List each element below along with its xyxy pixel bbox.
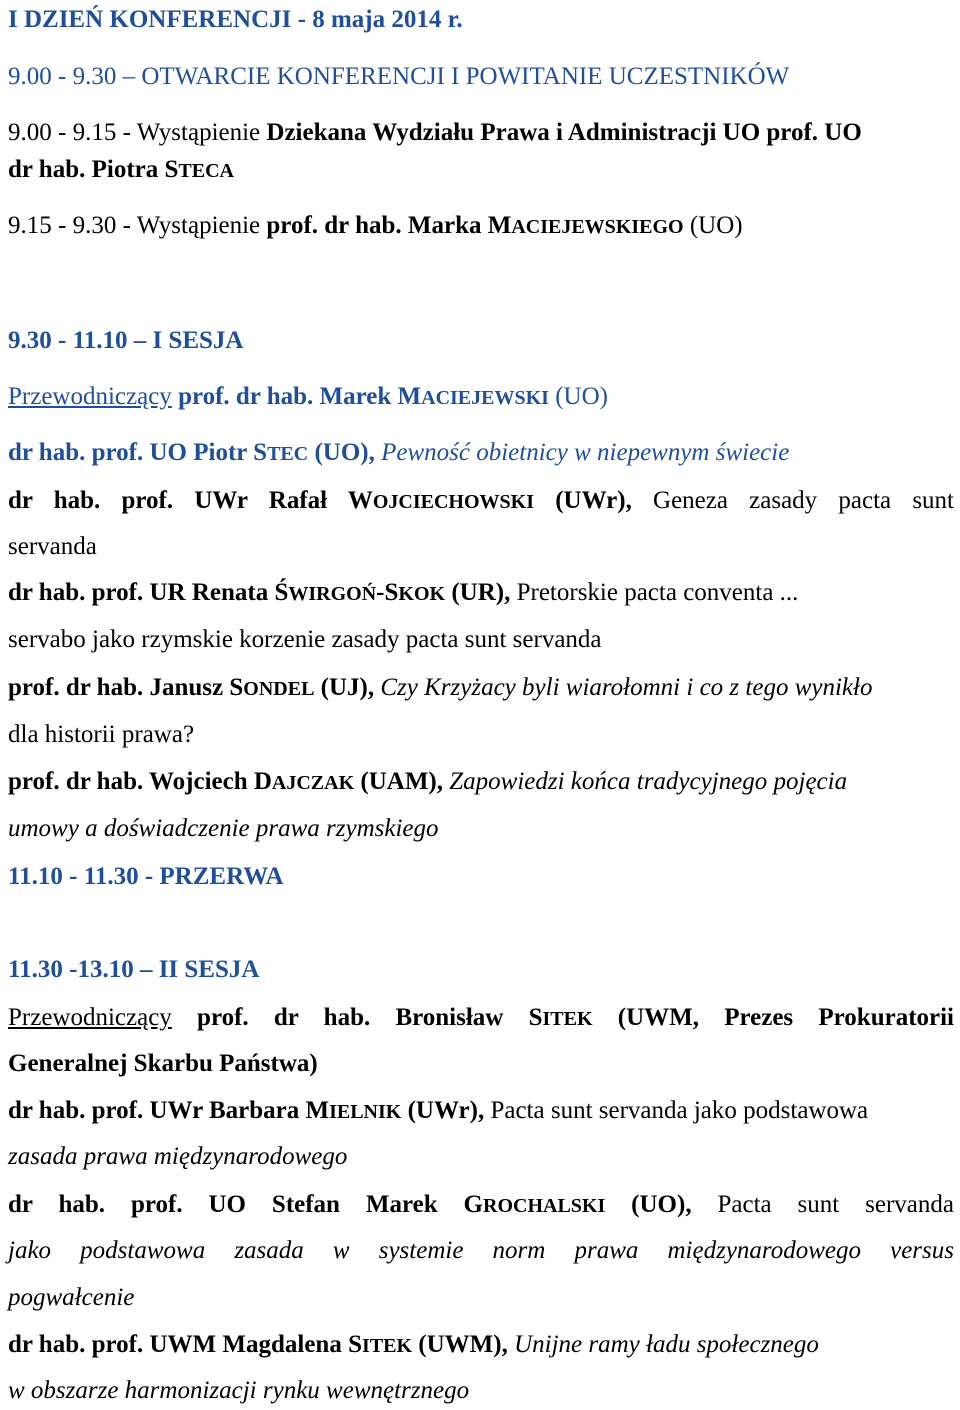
session-1-talk-2-line-1: dr hab. prof. UWr Rafał WOJCIECHOWSKI (UWr), Geneza zasady pacta sunt [8, 487, 954, 514]
session-1-talk-4-line-1: prof. dr hab. Janusz SONDEL (UJ), Czy Krzyżacy byli wiarołomni i co z tego wynikło [8, 674, 873, 701]
session-2-talk-1-line-2: zasada prawa międzynarodowego [8, 1143, 348, 1170]
session-1-talk-4-line-2: dla historii prawa? [8, 721, 195, 748]
session-2-talk-3-line-1: dr hab. prof. UWM Magdalena SITEK (UWM), Unijne ramy ładu społecznego [8, 1331, 819, 1358]
session-1-talk-5-line-1: prof. dr hab. Wojciech DAJCZAK (UAM), Zapowiedzi końca tradycyjnego pojęcia [8, 768, 848, 795]
talk-title: Pacta sunt servanda [691, 1191, 954, 1218]
talk-title: Pacta sunt servanda jako podstawowa [484, 1097, 869, 1124]
session-2-talk-2-line-3: pogwałcenie [8, 1284, 135, 1311]
opening-item-2: 9.15 - 9.30 - Wystąpienie prof. dr hab. Marka MACIEJEWSKIEGO (UO) [8, 212, 743, 239]
opening-heading: 9.00 - 9.30 – OTWARCIE KONFERENCJI I POWITANIE UCZESTNIKÓW [8, 63, 790, 90]
session-1-talk-3-line-1: dr hab. prof. UR Renata ŚWIRGOŃ-SKOK (UR), Pretorskie pacta conventa ... [8, 579, 799, 606]
talk-title: Czy Krzyżacy byli wiarołomni i co z tego wynikło [374, 674, 873, 701]
session-2-chair-line-1: Przewodniczący prof. dr hab. Bronisław SITEK (UWM, Prezes Prokuratorii [8, 1004, 955, 1031]
session-2-heading: 11.30 -13.10 – II SESJA [8, 956, 260, 983]
opening-item-1-time: 9.00 - 9.15 - Wystąpienie [8, 119, 267, 146]
opening-item-2-speaker: prof. dr hab. Marka MACIEJEWSKIEGO [266, 212, 684, 239]
opening-item-1-role: Dziekana Wydziału Prawa i Administracji UO prof. UO [266, 119, 862, 146]
break-heading: 11.10 - 11.30 - PRZERWA [8, 863, 284, 890]
talk-title: Unijne ramy ładu społecznego [507, 1331, 819, 1358]
session-2-talk-1-line-1: dr hab. prof. UWr Barbara MIELNIK (UWr), Pacta sunt servanda jako podstawowa [8, 1097, 869, 1124]
session-1-talk-1: dr hab. prof. UO Piotr STEC (UO), Pewność obietnicy w niepewnym świecie [8, 439, 790, 466]
chair-label: Przewodniczący [8, 1004, 172, 1031]
session-1-chair: Przewodniczący prof. dr hab. Marek MACIEJEWSKI (UO) [8, 383, 608, 410]
day-title: I DZIEŃ KONFERENCJI - 8 maja 2014 r. [8, 6, 463, 33]
talk-title: Zapowiedzi końca tradycyjnego pojęcia [443, 768, 848, 795]
session-1-talk-5-line-2: umowy a doświadczenie prawa rzymskiego [8, 815, 439, 842]
session-2-talk-3-line-2: w obszarze harmonizacji rynku wewnętrznego [8, 1377, 470, 1404]
opening-item-1-name: dr hab. Piotra STECA [8, 156, 234, 183]
talk-title: Geneza zasady pacta sunt [631, 487, 954, 514]
talk-title: Pewność obietnicy w niepewnym świecie [374, 439, 790, 466]
session-1-talk-3-line-2: servabo jako rzymskie korzenie zasady pacta sunt servanda [8, 626, 602, 653]
opening-item-1-line-2 [8, 155, 234, 186]
session-2-talk-2-line-1: dr hab. prof. UO Stefan Marek GROCHALSKI (UO), Pacta sunt servanda [8, 1191, 954, 1218]
talk-title: Pretorskie pacta conventa ... [510, 579, 799, 606]
session-1-talk-2-line-2: servanda [8, 533, 97, 560]
opening-item-1-line-1 [8, 118, 862, 148]
session-2-chair-line-2: Generalnej Skarbu Państwa) [8, 1050, 318, 1077]
session-1-heading: 9.30 - 11.10 – I SESJA [8, 327, 244, 354]
session-2-talk-2-line-2: jako podstawowa zasada w systemie norm prawa międzynarodowego versus [8, 1237, 954, 1264]
